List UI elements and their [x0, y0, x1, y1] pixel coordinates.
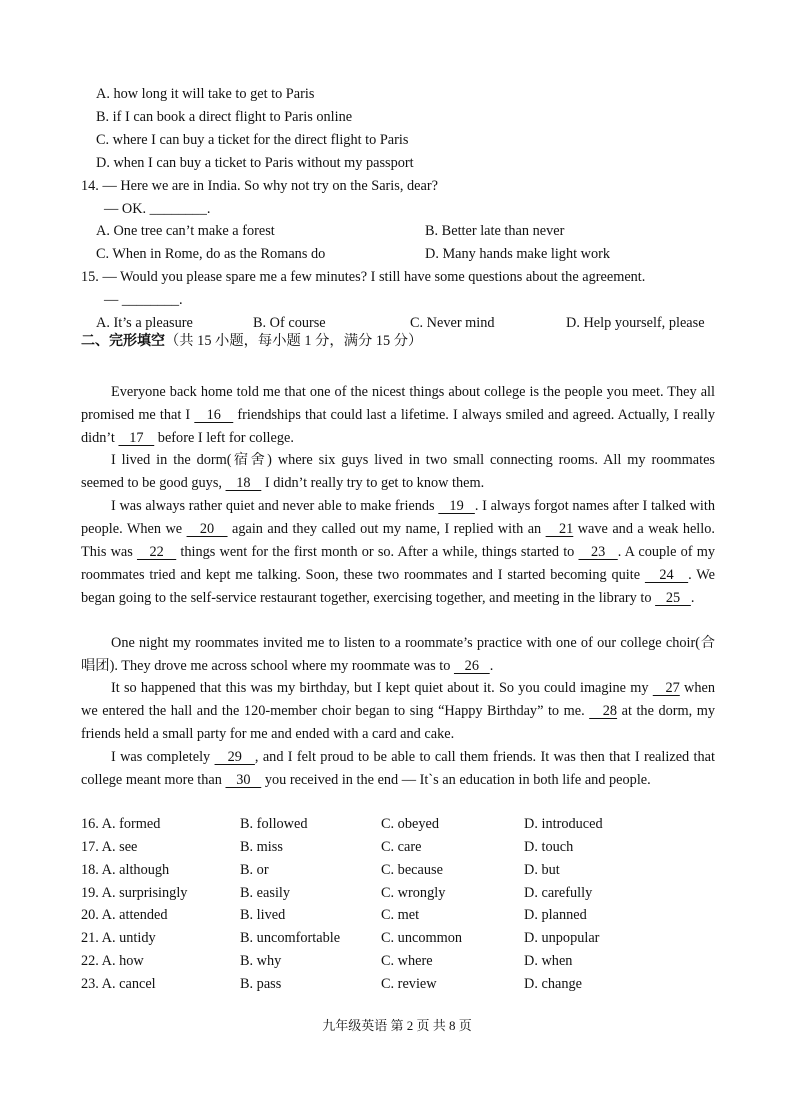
choice-row-18 [0, 859, 794, 881]
text: again and they called out my name, I replied with an [227, 521, 546, 537]
section-title: 二、完形填空 [81, 333, 165, 349]
choice-c: C. where [381, 953, 433, 969]
choice-d: D. unpopular [524, 930, 600, 946]
choice-c: C. obeyed [381, 816, 439, 832]
text: One night my roommates invited me to listen to a roommate’s practice with one of our college choir(合唱团). They drove me across school where my roommate was to [81, 635, 715, 674]
text: wave and a weak hello. This was [81, 521, 715, 560]
choice-row-19 [0, 882, 794, 904]
choice-c: C. because [381, 862, 443, 878]
passage-paragraph-2 [81, 449, 715, 495]
text: I didn’t really try to get to know them. [261, 475, 485, 491]
blank-20: 20 [186, 521, 228, 537]
choice-d: D. but [524, 862, 560, 878]
text: when we entered the hall and the 120-member choir began to sing “Happy Birthday” to me. [81, 680, 715, 719]
choice-c: C. met [381, 907, 420, 923]
blank-22: 22 [136, 544, 177, 560]
choice-a: 23. A. cancel [81, 976, 156, 992]
passage-paragraph-1 [81, 381, 715, 450]
choice-d: D. carefully [524, 885, 593, 901]
q15-option-d: D. Help yourself, please [566, 315, 705, 331]
blank-27: 27 [652, 680, 680, 696]
passage-paragraph-4 [81, 632, 715, 678]
blank-24: 24 [644, 567, 689, 583]
choice-a: 20. A. attended [81, 907, 168, 923]
q15-response: — ________. [104, 292, 183, 308]
choice-a: 16. A. formed [81, 816, 161, 832]
blank-26: 26 [453, 658, 490, 674]
section-note: （共 15 小题，每小题 1 分，满分 15 分） [165, 333, 423, 349]
q13-option-c: C. where I can buy a ticket for the direct flight to Paris [96, 132, 409, 148]
choice-a: 19. A. surprisingly [81, 885, 188, 901]
passage-paragraph-6 [81, 746, 715, 792]
q14-option-d: D. Many hands make light work [425, 246, 611, 262]
choice-row-17 [0, 836, 794, 858]
blank-16: 16 [194, 407, 234, 423]
choice-c: C. care [381, 839, 422, 855]
text: . We began going to the self-service restaurant together, exercising together, and meeting in the library to [81, 567, 715, 606]
blank-17: 17 [118, 430, 155, 446]
choice-b: B. pass [240, 976, 282, 992]
text: . I always forgot names after I talked with people. When we [81, 498, 715, 537]
text: friendships that could last a lifetime. I always smiled and agreed. Actually, I really didn’t [81, 407, 716, 446]
text: Everyone back home told me that one of the nicest things about college is the people you meet. They all promised me that I [81, 384, 715, 423]
choice-a: 17. A. see [81, 839, 138, 855]
q15-option-b: B. Of course [253, 315, 326, 331]
blank-21: 21 [545, 521, 574, 537]
text: I lived in the dorm(宿舍) where six guys lived in two small connecting rooms. All my roommates seemed to be good guys, [81, 452, 715, 491]
choice-d: D. when [524, 953, 573, 969]
choice-d: D. change [524, 976, 582, 992]
blank-23: 23 [578, 544, 618, 560]
choice-row-21 [0, 927, 794, 949]
choice-b: B. uncomfortable [240, 930, 341, 946]
choice-a: 18. A. although [81, 862, 170, 878]
text: things went for the first month or so. After a while, things started to [176, 544, 579, 560]
choice-d: D. touch [524, 839, 574, 855]
text: I was completely [111, 749, 215, 765]
passage-paragraph-3 [81, 495, 715, 610]
choice-c: C. wrongly [381, 885, 446, 901]
q15-option-a: A. It’s a pleasure [96, 315, 193, 331]
choice-b: B. why [240, 953, 282, 969]
choice-c: C. uncommon [381, 930, 463, 946]
choice-row-23 [0, 973, 794, 995]
blank-19: 19 [438, 498, 475, 514]
choice-row-20 [0, 904, 794, 926]
blank-18: 18 [225, 475, 262, 491]
choice-b: B. miss [240, 839, 283, 855]
blank-30: 30 [225, 772, 262, 788]
text: . [690, 590, 695, 606]
text: at the dorm, my friends held a small party for me and ended with a card and cake. [81, 703, 715, 742]
text: It so happened that this was my birthday, but I kept quiet about it. So you could imagine my [111, 680, 653, 696]
choice-c: C. review [381, 976, 437, 992]
choice-a: 21. A. untidy [81, 930, 156, 946]
blank-28: 28 [589, 703, 618, 719]
blank-25: 25 [655, 590, 691, 606]
q14-option-c: C. When in Rome, do as the Romans do [96, 246, 326, 262]
text: . A couple of my roommates tried and kept me talking. Soon, these two roommates and I started becoming quite [81, 544, 715, 583]
text: you received in the end — It`s an education in both life and people. [261, 772, 651, 788]
page-footer: 九年级英语 第 2 页 共 8 页 [322, 1018, 472, 1033]
choice-b: B. or [240, 862, 269, 878]
section-heading [81, 330, 422, 352]
passage-paragraph-5 [81, 677, 715, 746]
choice-b: B. followed [240, 816, 308, 832]
blank-29: 29 [214, 749, 255, 765]
q13-option-a: A. how long it will take to get to Paris [96, 86, 315, 102]
q13-option-d: D. when I can buy a ticket to Paris without my passport [96, 155, 414, 171]
text: . [489, 658, 494, 674]
q14-option-b: B. Better late than never [425, 223, 565, 239]
q14-option-a: A. One tree can’t make a forest [96, 223, 275, 239]
text: I was always rather quiet and never able to make friends [111, 498, 439, 514]
q15-option-c: C. Never mind [410, 315, 495, 331]
q15-question: 15. — Would you please spare me a few minutes? I still have some questions about the agreement. [81, 269, 646, 285]
q14-response: — OK. ________. [104, 201, 211, 217]
text: before I left for college. [154, 430, 294, 446]
choice-row-22 [0, 950, 794, 972]
q14-question: 14. — Here we are in India. So why not try on the Saris, dear? [81, 178, 438, 194]
q13-option-b: B. if I can book a direct flight to Paris online [96, 109, 353, 125]
choice-a: 22. A. how [81, 953, 144, 969]
choice-b: B. easily [240, 885, 291, 901]
text: , and I felt proud to be able to call them friends. It was then that I realized that college meant more than [81, 749, 715, 788]
choice-d: D. planned [524, 907, 587, 923]
choice-row-16 [0, 813, 794, 835]
choice-d: D. introduced [524, 816, 603, 832]
choice-b: B. lived [240, 907, 286, 923]
